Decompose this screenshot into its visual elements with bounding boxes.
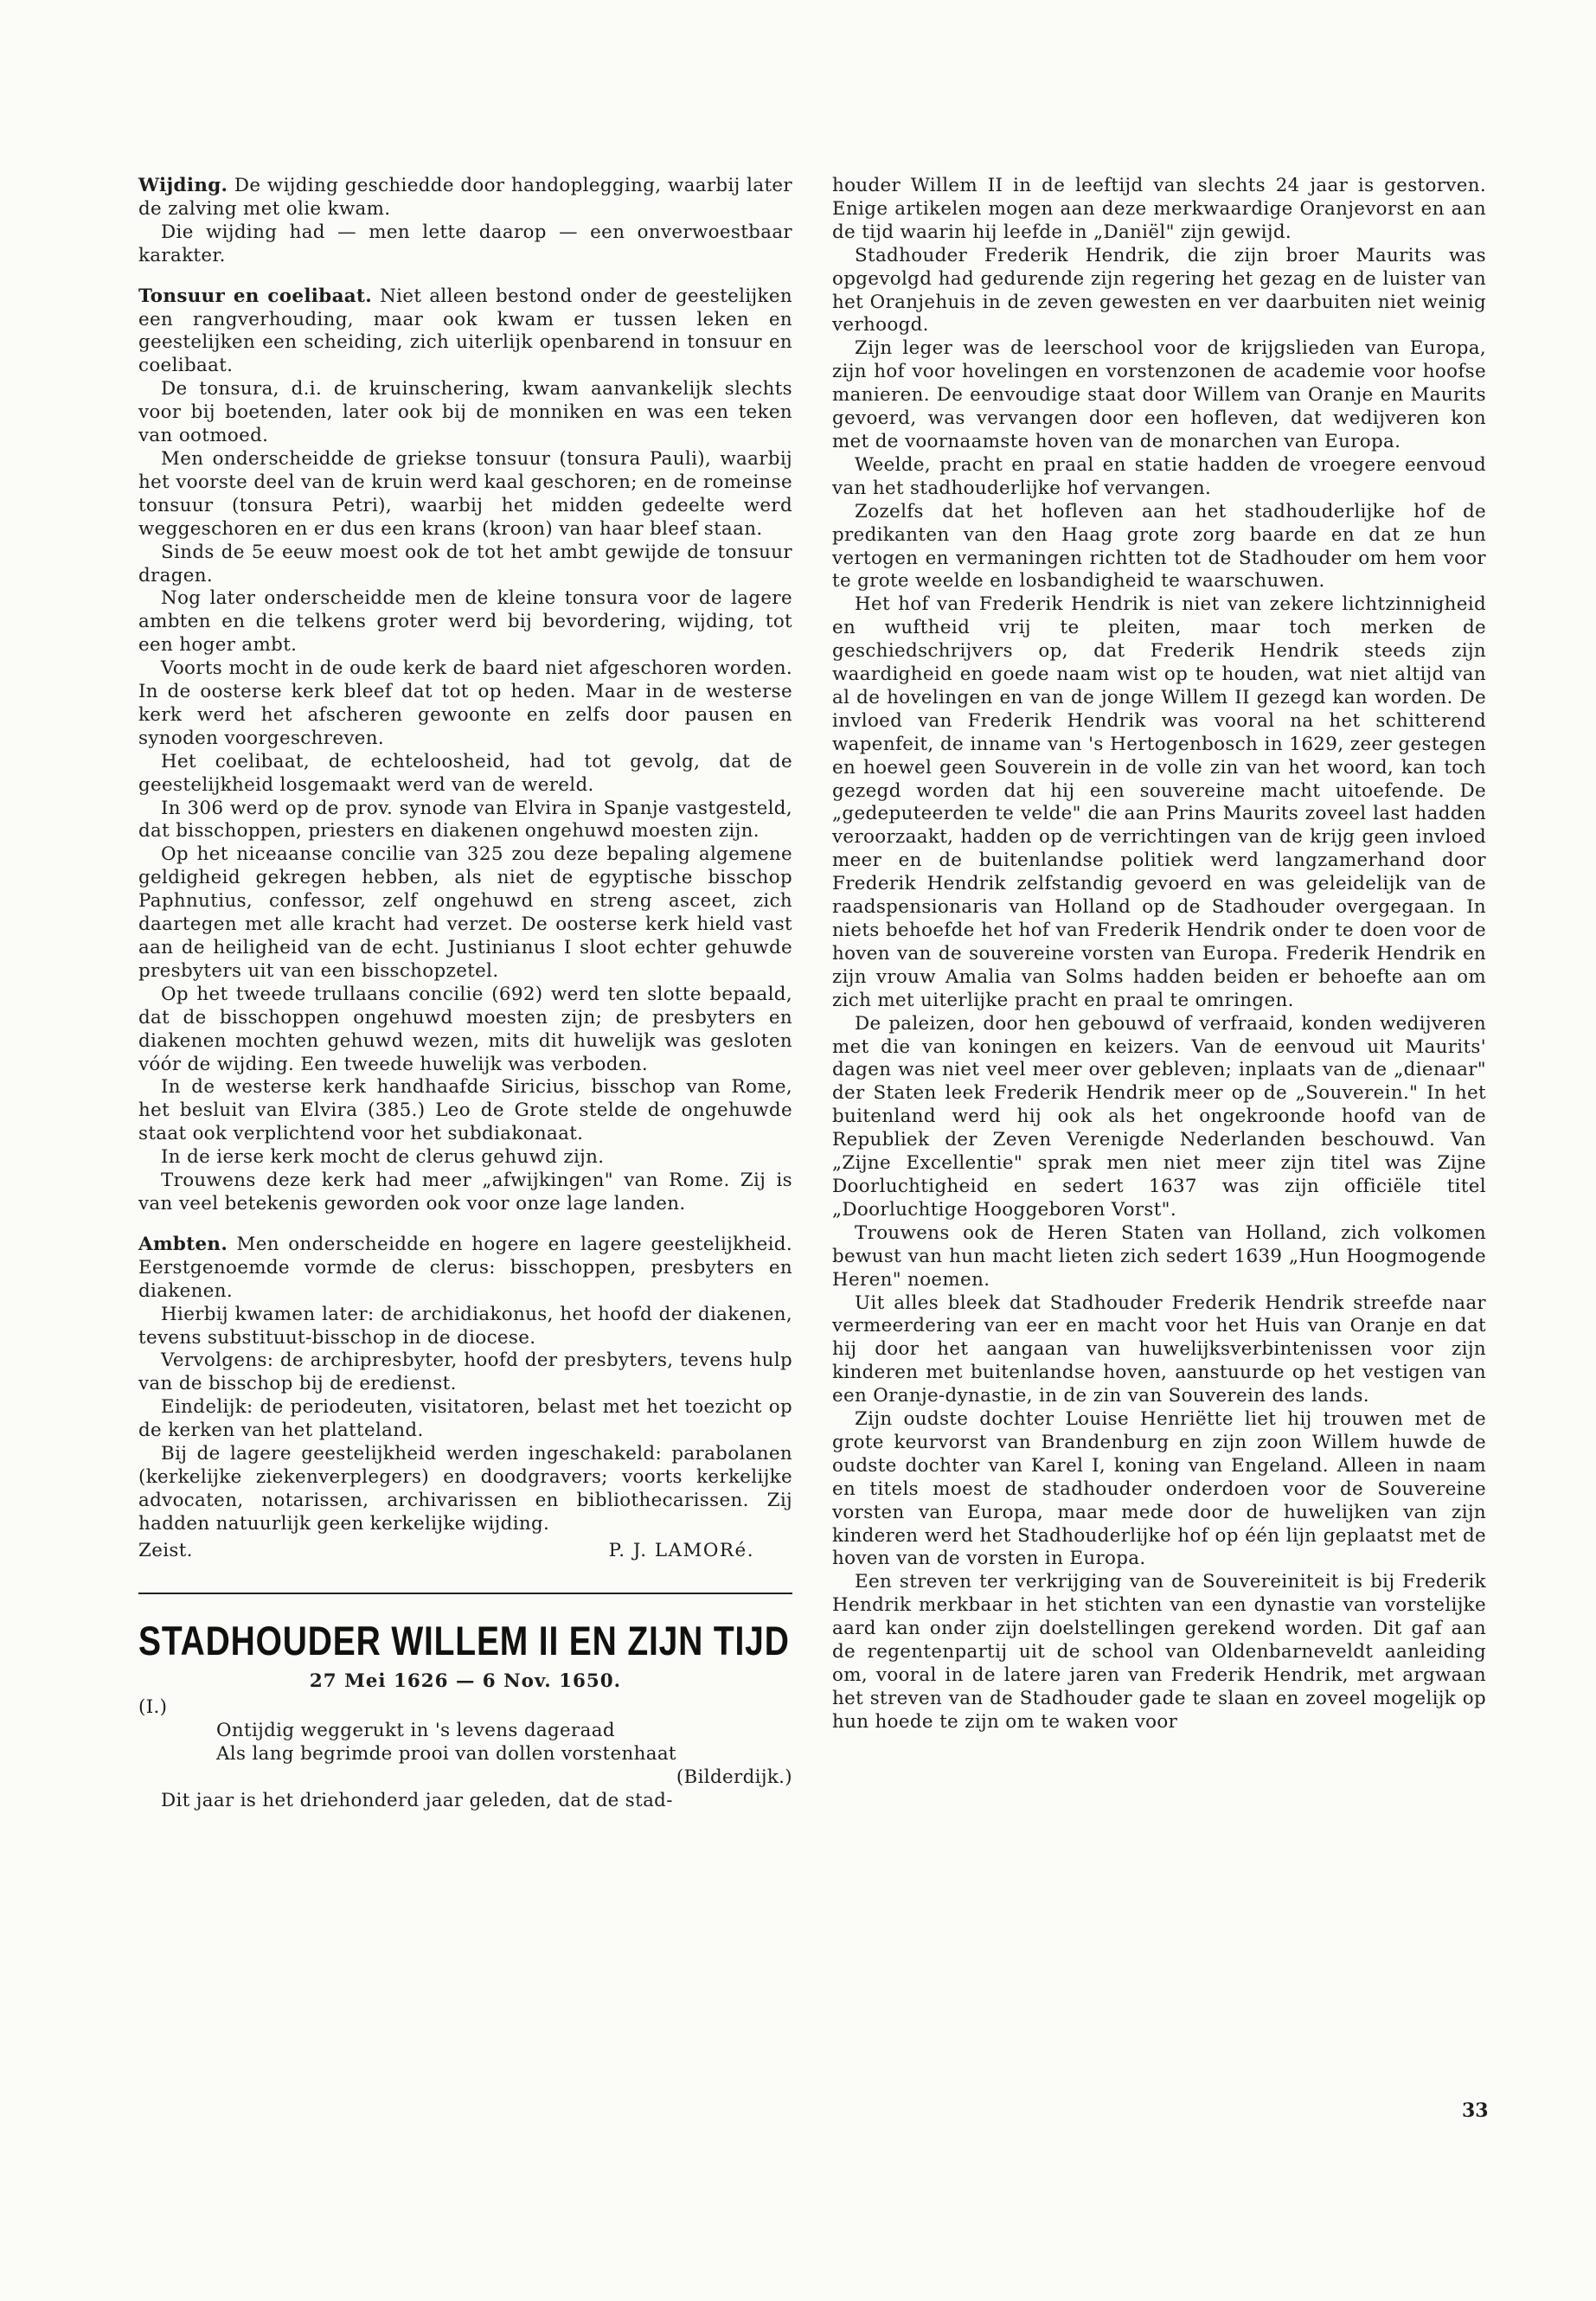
paragraph-tonsuur: Tonsuur en coelibaat. Niet alleen bestond onder de geestelijken een rangverhouding, maar ook kwam er tussen leken en geestelijken een scheiding, zich uiterlijk openbarend in tonsuur en coelibaat. bbox=[138, 285, 792, 377]
epigraph-line: Als lang begrimde prooi van dollen vorstenhaat bbox=[216, 1743, 676, 1766]
paragraph: Op het tweede trullaans concilie (692) werd ten slotte bepaald, dat de bisschoppen ongehuwd moesten zijn; de presbyters en diakenen mochten gehuwd wezen, mits dit huwelijk was gesloten vóór de wijding. Een tweede huwelijk was verboden. bbox=[138, 983, 792, 1075]
signature-line bbox=[138, 1540, 792, 1563]
article-headline: STADHOUDER WILLEM II EN ZIJN TIJD bbox=[138, 1617, 790, 1663]
paragraph: Zijn leger was de leerschool voor de krijgslieden van Europa, zijn hof voor hovelingen en vorstenzonen de academie voor hoofse manieren. De eenvoudige staat door Willem van Oranje en Maurits gevoerd, was vervangen door een hofleven, dat wedijveren kon met de voornaamste hoven van de monarchen van Europa. bbox=[832, 337, 1486, 452]
paragraph: In de westerse kerk handhaafde Siricius, bisschop van Rome, het besluit van Elvira (385.) Leo de Grote stelde de ongehuwde staat ook verplichtend voor het subdiakonaat. bbox=[138, 1076, 792, 1145]
paragraph: Bij de lagere geestelijkheid werden ingeschakeld: parabolanen (kerkelijke ziekenverplegers) en doodgravers; voorts kerkelijke advocaten, notarissen, archivarissen en bibliothecarissen. Zij hadden natuurlijk geen kerkelijke wijding. bbox=[138, 1443, 792, 1535]
paragraph: Vervolgens: de archipresbyter, hoofd der presbyters, tevens hulp van de bisschop bij de eredienst. bbox=[138, 1349, 792, 1395]
paragraph: Nog later onderscheidde men de kleine tonsura voor de lagere ambten en die telkens groter werd bij bevordering, wijding, tot een hoger ambt. bbox=[138, 587, 792, 657]
left-column bbox=[138, 175, 792, 1813]
term-tonsuur: Tonsuur en coelibaat. bbox=[138, 285, 373, 307]
paragraph: Die wijding had — men lette daarop — een onverwoestbaar karakter. bbox=[138, 221, 792, 266]
paragraph: Voorts mocht in de oude kerk de baard niet afgeschoren worden. In de oosterse kerk bleef dat tot op heden. Maar in de westerse kerk werd het afscheren gewoonte en zelfs door pausen en synoden voorgeschreven. bbox=[138, 657, 792, 749]
author: P. J. LAMORé. bbox=[608, 1539, 754, 1561]
paragraph: Hierbij kwamen later: de archidiakonus, het hoofd der diakenen, tevens substituut-bisschop in de diocese. bbox=[138, 1303, 792, 1349]
paragraph: houder Willem II in de leeftijd van slechts 24 jaar is gestorven. Enige artikelen mogen aan deze merkwaardige Oranjevorst en aan de tijd waarin hij leefde in „Daniël" zijn gewijd. bbox=[832, 175, 1486, 243]
paragraph: Het coelibaat, de echteloosheid, had tot gevolg, dat de geestelijkheid losgemaakt werd van de wereld. bbox=[138, 750, 792, 796]
paragraph: Het hof van Frederik Hendrik is niet van zekere lichtzinnigheid en wuftheid vrij te pleiten, maar toch merken de geschiedschrijvers op, dat Frederik Hendrik steeds zijn waardigheid en goede naam wist op te houden, wat niet altijd van al de hovelingen en van de jonge Willem II gezegd kan worden. De invloed van Frederik Hendrik was vooral na het schitterend wapenfeit, de inname van 's Hertogenbosch in 1629, zeer gestegen en hoewel geen Souverein in de volle zin van het woord, kan toch gezegd worden dat hij een souvereine macht uitoefende. De „gedeputeerden te velde" die aan Prins Maurits zoveel last hadden veroorzaakt, hadden op de verrichtingen van de krijg geen invloed meer en de buitenlandse politiek werd langzamerhand door Frederik Hendrik zelfstandig gevoerd en was geleidelijk van de raadspensionaris van Holland op de Stadhouder overgegaan. In niets behoefde het hof van Frederik Hendrik onder te doen voor de hoven van de souvereine vorsten van Europa. Frederik Hendrik en zijn vrouw Amalia van Solms hadden beiden er behoefte aan om zich met uiterlijke pracht en praal te omringen. bbox=[832, 593, 1486, 1011]
paragraph: Stadhouder Frederik Hendrik, die zijn broer Maurits was opgevolgd had gedurende zijn regering het gezag en de luister van het Oranjehuis in de zeven gewesten en ver daarbuiten niet weinig verhoogd. bbox=[832, 244, 1486, 336]
paragraph: In 306 werd op de prov. synode van Elvira in Spanje vastgesteld, dat bisschoppen, priesters en diakenen ongehuwd moesten zijn. bbox=[138, 797, 792, 843]
paragraph: Trouwens ook de Heren Staten van Holland, zich volkomen bewust van hun macht lieten zich sedert 1639 „Hun Hoogmogende Heren" noemen. bbox=[832, 1221, 1486, 1291]
paragraph-wijding: Wijding. De wijding geschiedde door handoplegging, waarbij later de zalving met olie kwam. bbox=[138, 175, 792, 220]
article-intro: Dit jaar is het driehonderd jaar geleden, dat de stad- bbox=[161, 1790, 673, 1812]
paragraph: Weelde, pracht en praal en statie hadden de vroegere eenvoud van het stadhouderlijke hof vervangen. bbox=[832, 453, 1486, 499]
paragraph: Een streven ter verkrijging van de Souvereiniteit is bij Frederik Hendrik merkbaar in het stichten van een dynastie van vorstelijke aard kan onder zijn doelstellingen gerekend worden. Dit gaf aan de regentenpartij uit de school van Oldenbarneveldt aanleiding om, vooral in de latere jaren van Frederik Hendrik, met argwaan het streven van de Stadhouder gade te slaan en zoveel mogelijk op hun hoede te zijn om te waken voor bbox=[832, 1571, 1486, 1733]
term-wijding: Wijding. bbox=[138, 175, 228, 196]
paragraph: Uit alles bleek dat Stadhouder Frederik Hendrik streefde naar vermeerdering van eer en macht voor het Huis van Oranje en dat hij door het aangaan van huwelijksverbintenissen voor zijn kinderen met buitenlandse hoven, aanstuurde op het vestigen van een Oranje-dynastie, in de zin van Souverein des lands. bbox=[832, 1292, 1486, 1407]
epigraph bbox=[138, 1720, 792, 1790]
paragraph: De paleizen, door hen gebouwd of verfraaid, konden wedijveren met die van koningen en keizers. Van de eenvoud uit Maurits' dagen was niet veel meer over gebleven; inplaats van de „dienaar" der Staten leek Frederik Hendrik meer op de „Souverein." In het buitenland werd hij ook als het ongekroonde hoofd van de Republiek der Zeven Verenigde Nederlanden beschouwd. Van „Zijne Excellentie" sprak men niet meer zijn titel was Zijne Doorluchtigheid en sedert 1637 was zijn officiële titel „Doorluchtige Hooggeboren Vorst". bbox=[832, 1012, 1486, 1221]
part-number: (I.) bbox=[138, 1696, 168, 1719]
place: Zeist. bbox=[138, 1539, 193, 1561]
article-dates: 27 Mei 1626 — 6 Nov. 1650. bbox=[309, 1670, 622, 1692]
paragraph: Op het niceaanse concilie van 325 zou deze bepaling algemene geldigheid gekregen hebben, als niet de egyptische bisschop Paphnutius, confessor, zelf ongehuwd en streng asceet, zich daartegen met alle kracht had verzet. De oosterse kerk hield vast aan de heiligheid van de echt. Justinianus I sloot echter gehuwde presbyters uit van een bisschopzetel. bbox=[138, 843, 792, 982]
paragraph-ambten: Ambten. Men onderscheidde en hogere en lagere geestelijkheid. Eerstgenoemde vormde de clerus: bisschoppen, presbyters en diakenen. bbox=[138, 1233, 792, 1302]
paragraph: Men onderscheidde de griekse tonsuur (tonsura Pauli), waarbij het voorste deel van de kruin werd kaal geschoren; en de romeinse tonsuur (tonsura Petri), waarbij het midden gedeelte werd weggeschoren en er dus een krans (kroon) van haar bleef staan. bbox=[138, 447, 792, 540]
paragraph: Zozelfs dat het hofleven aan het stadhouderlijke hof de predikanten van den Haag grote zorg baarde en dat ze hun vertogen en vermaningen richtten tot de Stadhouder om hem voor te grote weelde en losbandigheid te waarschuwen. bbox=[832, 500, 1486, 593]
section-divider bbox=[138, 1593, 792, 1594]
epigraph-line: Ontijdig weggerukt in 's levens dageraad bbox=[216, 1720, 615, 1742]
term-ambten: Ambten. bbox=[138, 1233, 228, 1255]
epigraph-source: (Bilderdijk.) bbox=[676, 1766, 792, 1789]
paragraph: In de ierse kerk mocht de clerus gehuwd zijn. bbox=[161, 1146, 605, 1169]
paragraph: De tonsura, d.i. de kruinschering, kwam aanvankelijk slechts voor bij boetenden, later ook bij de monniken en was een teken van ootmoed. bbox=[138, 378, 792, 447]
right-column bbox=[832, 175, 1486, 1734]
paragraph: Trouwens deze kerk had meer „afwijkingen" van Rome. Zij is van veel betekenis geworden ook voor onze lage landen. bbox=[138, 1170, 792, 1215]
paragraph: Eindelijk: de periodeuten, visitatoren, belast met het toezicht op de kerken van het platteland. bbox=[138, 1396, 792, 1442]
paragraph: Sinds de 5e eeuw moest ook de tot het ambt gewijde de tonsuur dragen. bbox=[138, 541, 792, 586]
page-number: 33 bbox=[1462, 2099, 1489, 2122]
paragraph: Zijn oudste dochter Louise Henriëtte liet hij trouwen met de grote keurvorst van Brandenburg en zijn zoon Willem huwde de oudste dochter van Karel I, koning van Engeland. Alleen in naam en titels moest de stadhouder onderdoen voor de Souvereine vorsten van Europa, maar mede door de huwelijken van zijn kinderen werd het Stadhouderlijke hof op één lijn geplaatst met de hoven van de vorsten in Europa. bbox=[832, 1408, 1486, 1570]
